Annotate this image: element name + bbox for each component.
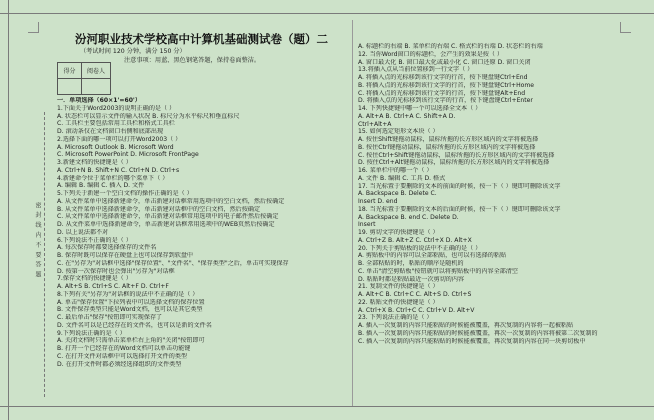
question-line: 17. 当光标置于要删除的文本的前面的时候，按一下（ ）键即可删除该文字: [358, 182, 561, 190]
question-line: B. 按住Ctrl键拖动鼠标，鼠标所拖的长方形区域内的文字将被选择: [358, 143, 536, 151]
question-line: A. 文件 B. 编辑 C. 工具 D. 格式: [358, 174, 446, 182]
question-line: 3.新建文档的快捷键是（ ）: [57, 159, 132, 166]
grader-cell: [82, 79, 111, 95]
question-line: A. Backspace B. Delete C.: [358, 190, 437, 198]
question-line: D. 将插入点的光标移到该行文字的行首，按下键盘键Ctrl+Enter: [358, 97, 533, 105]
question-line: C. 按住Ctrl+Shift键拖动鼠标，鼠标所拖的长方形区域内的文字将被选择: [358, 151, 555, 159]
score-cell: [58, 79, 82, 95]
question-line: 7.保存文档的快捷键是（ ）: [57, 275, 132, 283]
question-line: A. 编辑 B. 编辑 C. 插入 D. 文件: [57, 182, 145, 190]
question-line: A. Backspace B. end C. Delete D.: [358, 213, 459, 221]
question-line: 16. 菜单栏中的哪一个（ ）: [358, 167, 433, 174]
question-line: A. Ctrl+X B. Ctrl+C C. Ctrl+V D. Alt+V: [358, 306, 475, 314]
question-line: A. 按住Shift键拖动鼠标，鼠标所拖的长方形区域内的文字将被选择: [358, 136, 539, 143]
question-line: D. 按住Ctrl+Alt键拖动鼠标，鼠标所拖的长方形区域内的文字将被选择: [358, 159, 550, 167]
question-line: B. 全部粘贴的时，粘贴的顺序是随机的: [358, 260, 464, 267]
question-line: B. 文件保存类型只能是Word文档，也可以是其它类型: [57, 306, 203, 314]
question-line: A. 单击"保存位置"下拉列表中可以选择文档的保存位置: [57, 298, 205, 306]
page-border-top: [0, 13, 654, 14]
question-line: A. Ctrl+N B. Shift+N C. Ctrl+N D. Ctrl+s: [57, 166, 180, 174]
question-line: A. Ctrl+Z B. Alt+Z C. Ctrl+X D. Alt+X: [358, 236, 472, 244]
page-border-left: [8, 0, 9, 420]
section-heading: 一．单项选择（60×1'=60'）: [57, 97, 141, 104]
question-line: A. 将插入点的光标移到该行文字的行首，按下键盘键Ctrl+End: [358, 74, 528, 81]
question-line: B. 打开一个已经存在的Word文档可以单击功能键: [57, 345, 191, 352]
question-line: A. 关闭文档时只需单击菜单栏右上角的"关闭"按钮即可: [57, 337, 205, 345]
question-line: D. 以上说法都不对: [57, 228, 109, 236]
question-line: 22. 粘贴文件的快捷键是（ ）: [358, 298, 439, 306]
left-question-column: [57, 97, 347, 368]
question-line: C. 最后单击"保存"按钮即可实现保存了: [57, 314, 163, 321]
question-line: 6.下列说法不正确的是（ ）: [57, 236, 132, 244]
question-line: Insert D. end: [358, 198, 398, 205]
question-line: 18. 当光标置于要删除的文本的后面的时候，按一下（ ）键即可删除该文字: [358, 205, 561, 213]
question-line: B. 将插入点的光标移到该行文字的行首，按下键盘键Ctrl+Home: [358, 81, 535, 89]
question-line: 21. 复制文件的快捷键是（ ）: [358, 283, 439, 291]
score-table: [57, 62, 111, 95]
question-line: 9.下列说法正确的是（ ）: [57, 329, 126, 337]
question-line: 1.下面关于Word2003的说明正确的是（ ）: [57, 104, 176, 112]
question-line: 14. 下列快捷键中哪一个可以选择全文本（ ）: [358, 105, 482, 112]
question-line: A. 标题栏的右端 B. 菜单栏的右端 C. 格式栏的右端 D. 状态栏的右端: [358, 43, 543, 50]
question-line: D. 按第一次保存时也会弹出"另存为"对话框: [57, 267, 175, 275]
question-line: D. 滚动条仅在文档窗口右侧和底部出现: [57, 128, 164, 135]
question-line: 8.下列有关"另存为"对话框的说法中不正确的是（ ）: [57, 290, 199, 298]
score-label: 得分: [58, 63, 82, 79]
question-line: B. 从文件菜单中选择新建命令，单击新建对话框中的空白文档，然后按确定: [57, 205, 261, 213]
question-line: 4.新建命令位于菜单栏的哪个菜单下（ ）: [57, 174, 169, 182]
seal-line-text: 密 封 线 内 不 要 答 题: [34, 201, 41, 279]
question-line: 15. 如何选定矩形文本块（ ）: [358, 128, 439, 136]
question-line: A. Alt+A B. Ctrl+A C. Shift+A D.: [358, 112, 456, 120]
question-line: Insert: [358, 221, 376, 229]
question-line: A. Alt+C B. Ctrl+C C. Alt+S D. Ctrl+S: [358, 291, 472, 298]
question-line: A. 状态栏可以显示文件的输入状况 B. 标尺分为水平标尺和垂直标尺: [57, 112, 240, 120]
question-line: A. Microsoft Outlook B. Microsoft Word: [57, 143, 174, 151]
question-line: A. 窗口最大化 B. 窗口最大化或最小化 C. 窗口还原 D. 窗口关闭: [358, 58, 531, 66]
question-line: D. 从文件菜单中选择新建命令，单击新建对话框常用选项中的WEB页然后按确定: [57, 221, 275, 228]
question-line: 2.选择下面的哪一项可以打开Word2003（ ）: [57, 135, 182, 143]
exam-notice: 注意事项：用蓝、黑色钢笔答题，保持卷面整洁。: [124, 57, 261, 64]
question-line: C. 单击"清空剪贴板"按钮就可以将剪贴板中的内容全部清空: [358, 267, 518, 275]
grader-label: 阅卷人: [82, 63, 111, 79]
question-line: 19. 剪切文字的快捷键是（ ）: [358, 229, 439, 236]
crop-mark-top-right: [620, 22, 631, 33]
question-line: C. 在"另存为"对话框中选择"保存位置"、"文件名"、"保存类型"之后，单击可实现保存: [57, 259, 289, 267]
question-line: A. 剪贴板中的内容可以全部粘贴，也可以有选择的粘贴: [358, 252, 507, 260]
question-line: D. 文件名可以是已经存在的文件名，也可以是新的文件名: [57, 321, 212, 329]
question-line: D. 粘贴时都是粘贴最近一次剪切的内容: [358, 275, 465, 283]
question-line: B. 插入一次复制的内容只能粘贴的时候能被覆盖，再次一次复制的内容将被第二次复制的: [358, 329, 598, 337]
exam-title: 汾河职业技术学校高中计算机基础测试卷（题）二: [75, 32, 328, 46]
question-line: 23. 下列说法正确的是（ ）: [358, 314, 433, 322]
question-line: D. 在打开文件时都必须经选择组织的文件类型: [57, 360, 182, 368]
question-line: A. 插入一次复制的内容只能粘贴的时候能被覆盖，再次复制的内容将一起被粘贴: [358, 322, 574, 329]
question-line: C. 在打开文件对话框中可以选择打开文件的类型: [57, 352, 188, 360]
column-divider: [352, 20, 353, 406]
question-line: C. Microsoft PowerPoint D. Microsoft FrontPage: [57, 151, 199, 159]
question-line: C. 将插入点的光标移到该行文字的行首，按下键盘键Alt+End: [358, 89, 526, 97]
question-line: 12. 当你Word窗口的标题栏，会产生的效果是按（ ）: [358, 50, 504, 58]
question-line: 20. 下列关于剪贴板的说法中不正确的是（ ）: [358, 244, 482, 252]
page-border-bottom: [0, 406, 654, 407]
question-line: A. Alt+S B. Ctrl+S C. Alt+F D. Ctrl+F: [57, 283, 169, 290]
crop-mark-top-left: [28, 22, 39, 33]
question-line: C. 工具栏主要包括常用工具栏和格式工具栏: [57, 120, 175, 128]
question-line: Ctrl+Alt+A: [358, 120, 392, 128]
question-line: B. 保存时既可以保存在硬盘上也可以保存到软盘中: [57, 252, 194, 259]
question-line: 13.将插入点从当前位置移到一行文字（ ）: [358, 66, 474, 74]
question-line: C. 插入一次复制的内容只能粘贴的时候能被覆盖，再次复制的内容在同一块剪切板中: [358, 337, 586, 345]
question-line: C. 从文件菜单中选择新建命令，单击新建对话框常用选项中的电子邮件然后按确定: [57, 213, 279, 221]
seal-dashed-line: [44, 112, 45, 397]
question-line: A. 从文件菜单中选择新建命令，单击新建对话框常用选项中的空白文档，然后按确定: [57, 197, 285, 205]
question-line: 5.下列关于新建一个空白文档的操作正确的是（ ）: [57, 190, 193, 197]
exam-meta: （考试时间 120 分钟，满分 150 分）: [80, 48, 186, 55]
right-question-column: [358, 43, 620, 345]
question-line: A. 每次保存时都要选择保存的文件名: [57, 244, 157, 252]
